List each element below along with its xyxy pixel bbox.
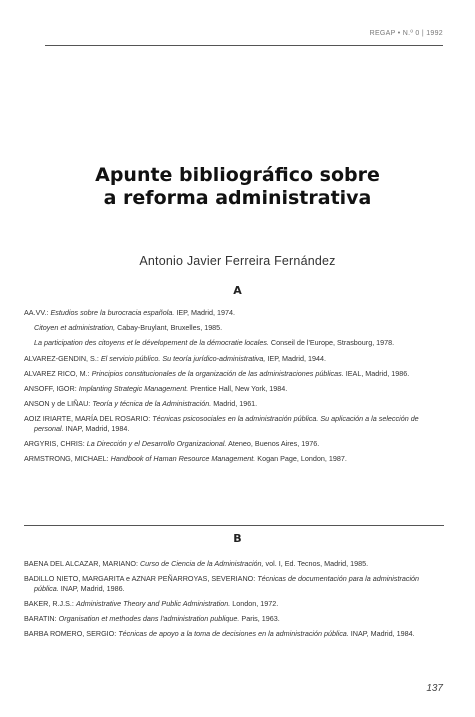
entry-publisher: Madrid, 1961. xyxy=(211,399,258,409)
entry-title: Handbook of Haman Resource Management. xyxy=(110,454,256,464)
entry-title: Técnicas psicosociales en la administración pública. Su aplicación a la selección de personal. xyxy=(34,414,419,433)
entry-publisher: IEAL, Madrid, 1986. xyxy=(343,368,410,378)
bibliography-entry xyxy=(24,308,444,318)
entry-publisher: Cabay-Bruylant, Bruxelles, 1985. xyxy=(115,323,223,333)
entry-author: AOIZ IRIARTE, MARÍA DEL ROSARIO: xyxy=(24,414,153,424)
entry-title: Curso de Ciencia de la Administración, xyxy=(139,559,264,568)
entry-publisher: Ateneo, Buenos Aires, 1976. xyxy=(226,439,320,449)
page-number: 137 xyxy=(426,683,443,694)
entry-publisher: IEP, Madrid, 1974. xyxy=(174,308,235,317)
entry-author: BAKER, R.J.S.: xyxy=(24,598,76,608)
entry-publisher: London, 1972. xyxy=(230,598,279,608)
entry-author: AA.VV.: xyxy=(24,308,51,317)
entry-author: ANSON y de LIÑAU: xyxy=(24,399,93,409)
entry-author: BARBA ROMERO, SERGIO: xyxy=(24,629,119,639)
bibliography-list-a xyxy=(24,308,444,469)
bibliography-entry xyxy=(24,599,444,609)
bibliography-list-b xyxy=(24,559,444,645)
entry-author: BARATIN: xyxy=(24,614,59,624)
entry-title: Organisation et methodes dans l'administration publique. xyxy=(58,614,240,624)
bibliography-entry xyxy=(24,338,444,348)
entry-title: Técnicas de documentación para la administración pública. xyxy=(34,574,420,593)
entry-publisher: INAP, Madrid, 1984. xyxy=(63,423,130,433)
entry-title: La Dirección y el Desarrollo Organizacional. xyxy=(86,439,227,449)
header-rule xyxy=(45,45,443,46)
entry-title: Administrative Theory and Public Administration. xyxy=(75,598,231,608)
entry-title: Implanting Strategic Management. xyxy=(78,383,189,393)
section-letter-b: B xyxy=(233,532,242,545)
section-letter-a: A xyxy=(233,284,242,297)
bibliography-entry xyxy=(24,614,444,624)
entry-author: ARMSTRONG, MICHAEL: xyxy=(24,454,111,464)
title-line-2: a reforma administrativa xyxy=(103,187,372,209)
bibliography-entry xyxy=(24,559,444,569)
entry-author: ANSOFF, IGOR: xyxy=(24,383,79,393)
bibliography-entry xyxy=(24,439,444,449)
bibliography-entry xyxy=(24,369,444,379)
entry-author: ALVAREZ RICO, M.: xyxy=(24,368,92,378)
bibliography-entry xyxy=(24,354,444,364)
author-name: Antonio Javier Ferreira Fernández xyxy=(139,254,336,268)
entry-title: Teoría y técnica de la Administración. xyxy=(92,399,212,409)
entry-publisher: INAP, Madrid, 1986. xyxy=(58,583,125,593)
entry-author: BADILLO NIETO, MARGARITA e AZNAR PEÑARROYAS, SEVERIANO: xyxy=(24,574,258,584)
bibliography-entry xyxy=(24,629,444,639)
bibliography-entry xyxy=(24,414,444,433)
article-title xyxy=(0,164,475,210)
entry-author: ARGYRIS, CHRIS: xyxy=(24,439,87,449)
entry-title: Principios constitucionales de la organización de las administraciones públicas. xyxy=(91,368,344,378)
section-divider xyxy=(24,525,444,526)
entry-author: BAENA DEL ALCAZAR, MARIANO: xyxy=(24,559,140,568)
entry-title: El servicio público. Su teoría jurídico-administrativa, xyxy=(100,353,266,363)
running-head: REGAP • N.º 0 | 1992 xyxy=(369,30,443,37)
bibliography-entry xyxy=(24,574,444,593)
entry-publisher: INAP, Madrid, 1984. xyxy=(348,629,415,639)
bibliography-entry xyxy=(24,454,444,464)
entry-publisher: IEP, Madrid, 1944. xyxy=(265,353,327,363)
bibliography-entry xyxy=(24,384,444,394)
entry-title: Citoyen et administration, xyxy=(34,323,116,333)
entry-publisher: vol. I, Ed. Tecnos, Madrid, 1985. xyxy=(263,559,369,568)
bibliography-entry xyxy=(24,399,444,409)
entry-publisher: Prentice Hall, New York, 1984. xyxy=(188,383,288,393)
entry-title: La participation des citoyens et le dévelopement de la démocratie locales. xyxy=(34,338,269,348)
bibliography-entry xyxy=(24,323,444,333)
entry-publisher: Kogan Page, London, 1987. xyxy=(255,454,347,464)
entry-title: Estudios sobre la burocracia española. xyxy=(50,308,175,317)
entry-author: ALVAREZ-GENDIN, S.: xyxy=(24,353,101,363)
entry-publisher: Conseil de l'Europe, Strasbourg, 1978. xyxy=(268,338,395,348)
entry-title: Técnicas de apoyo a la toma de decisiones en la administración pública. xyxy=(118,629,349,639)
title-line-1: Apunte bibliográfico sobre xyxy=(95,164,380,186)
entry-publisher: Paris, 1963. xyxy=(239,614,280,624)
